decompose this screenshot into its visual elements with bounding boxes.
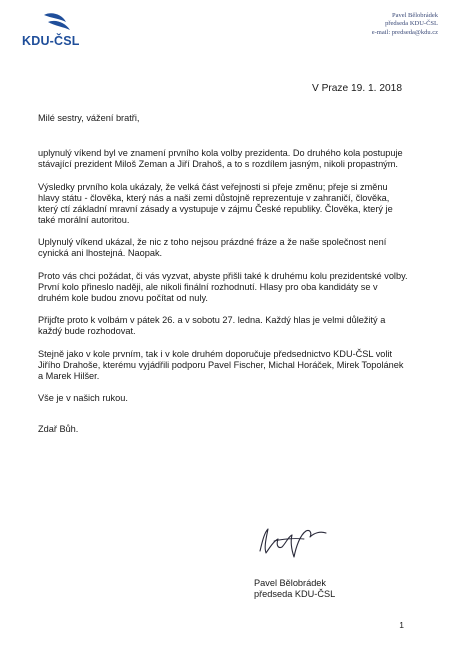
paragraph: Vše je v našich rukou.: [38, 393, 128, 403]
letter-date: V Praze 19. 1. 2018: [311, 83, 402, 94]
sender-block: [372, 12, 438, 37]
kdu-csl-logo: [22, 12, 102, 52]
sender-name: Pavel Bělobrádek: [391, 12, 438, 19]
paragraph: Přijďte proto k volbám v pátek 26. a v sobotu 27. ledna. Každý hlas je velmi důležitý a každý bude rozhodovat.: [38, 315, 386, 336]
salutation: Milé sestry, vážení bratři,: [38, 113, 140, 123]
sign-off: Zdař Bůh.: [38, 424, 79, 434]
sender-role: předseda KDU-ČSL: [385, 20, 438, 28]
paragraph: Stejně jako v kole prvním, tak i v kole druhém doporučuje předsednictvo KDU-ČSL volit Jiřího Drahoše, kterému vyjádřili podporu Pavel Fischer, Michal Horáček, Mirek Topolánek a Marek Hilšer.: [38, 348, 404, 381]
logo-text: KDU-ČSL: [22, 34, 80, 48]
page-number: 1: [399, 620, 404, 630]
paragraph: Proto vás chci požádat, či vás vyzvat, abyste přišli také k druhému kolu prezidentské volby. První kolo přineslo naději, ale nikoli finální rozhodnutí. Hlasy pro oba kandidáty se v druhém kole budou znovu počítat od nuly.: [38, 270, 408, 303]
party-emblem-icon: [42, 12, 82, 34]
handwritten-signature: [254, 521, 334, 565]
sender-email: e-mail: predseda@kdu.cz: [371, 28, 438, 36]
signatory-role: předseda KDU-ČSL: [254, 589, 336, 599]
letter-body: [38, 113, 408, 447]
paragraph: Výsledky prvního kola ukázaly, že velká část veřejnosti si přeje změnu; přeje si změnu hlavy státu - člověka, který nás a naši zemi důstojně reprezentuje v zahraničí, člověka, který ctí základní mravní zásady a vystupuje v zájmu České republiky. Člověka, který je také morální autoritou.: [38, 181, 393, 225]
paragraph: uplynulý víkend byl ve znamení prvního kola volby prezidenta. Do druhého kola postupuje stávající prezident Miloš Zeman a Jiří Drahoš, a to s rozdílem jasným, nikoli propastným.: [38, 148, 403, 169]
paragraph: Uplynulý víkend ukázal, že nic z toho nejsou prázdné fráze a že naše společnost není cynická ani lhostejná. Naopak.: [38, 237, 387, 258]
signatory-name: Pavel Bělobrádek: [254, 578, 327, 588]
signatory-block: [254, 578, 335, 600]
